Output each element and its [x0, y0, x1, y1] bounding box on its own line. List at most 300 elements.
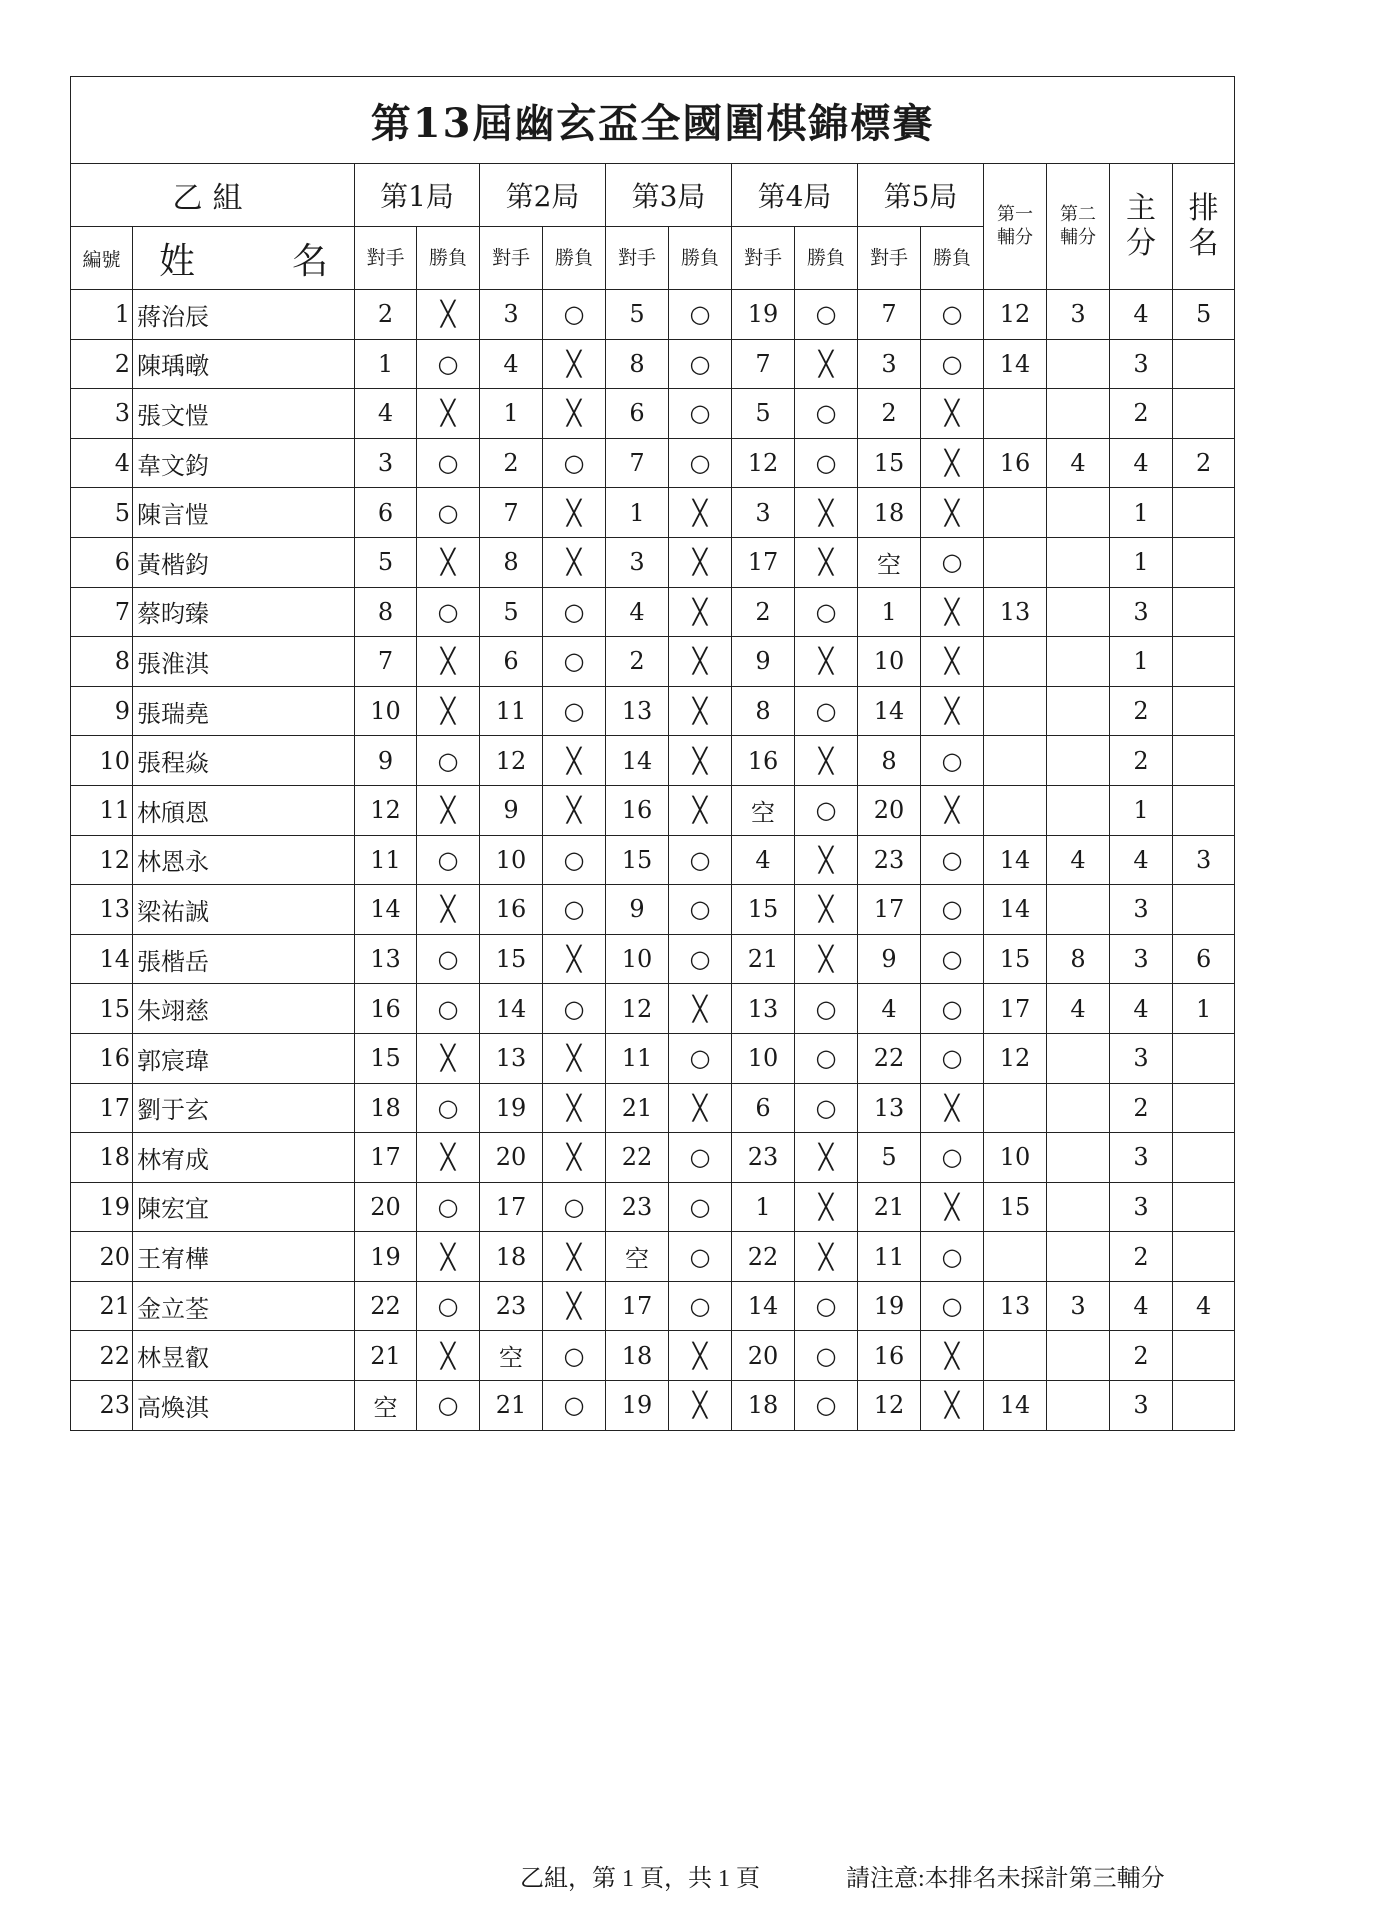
- round-1-result: ○: [417, 835, 480, 885]
- round-4-opponent-header: 對手: [732, 227, 795, 290]
- player-number: 11: [71, 785, 133, 835]
- round-2-opponent: 17: [480, 1182, 543, 1232]
- round-5-opponent: 17: [858, 885, 921, 935]
- round-2-opponent: 10: [480, 835, 543, 885]
- round-1-result: ╳: [417, 1133, 480, 1183]
- player-row: [71, 537, 1235, 587]
- player-name: 林頎恩: [133, 785, 355, 835]
- round-3-opponent: 21: [606, 1083, 669, 1133]
- round-2-opponent: 13: [480, 1033, 543, 1083]
- round-5-result: ╳: [921, 686, 984, 736]
- player-row: [71, 637, 1235, 687]
- round-1-result: ╳: [417, 537, 480, 587]
- round-4-result: ○: [795, 686, 858, 736]
- round-2-result: ○: [543, 290, 606, 340]
- round-4-opponent: 22: [732, 1232, 795, 1282]
- round-4-result: ╳: [795, 637, 858, 687]
- main-score-value: 1: [1110, 785, 1173, 835]
- round-1-opponent: 7: [355, 637, 417, 687]
- round-4-result: ╳: [795, 537, 858, 587]
- round-4-opponent: 10: [732, 1033, 795, 1083]
- round-2-result: ○: [543, 885, 606, 935]
- round-1-opponent: 20: [355, 1182, 417, 1232]
- round-1-result: ╳: [417, 637, 480, 687]
- rank-value: [1173, 1331, 1235, 1381]
- round-3-header: 第3局: [606, 164, 732, 227]
- round-5-result: ○: [921, 984, 984, 1034]
- round-4-opponent: 19: [732, 290, 795, 340]
- round-1-result: ╳: [417, 785, 480, 835]
- tiebreak1-value: 12: [984, 290, 1047, 340]
- tiebreak2-value: [1047, 885, 1110, 935]
- player-row: [71, 1182, 1235, 1232]
- round-3-result: ○: [669, 1182, 732, 1232]
- player-number: 15: [71, 984, 133, 1034]
- tiebreak1-value: [984, 389, 1047, 439]
- round-1-opponent: 8: [355, 587, 417, 637]
- round-1-result: ○: [417, 339, 480, 389]
- player-name: 陳宏宜: [133, 1182, 355, 1232]
- round-2-result: ╳: [543, 488, 606, 538]
- tiebreak1-value: [984, 785, 1047, 835]
- main-score-value: 4: [1110, 438, 1173, 488]
- round-4-result: ╳: [795, 488, 858, 538]
- round-5-result: ╳: [921, 488, 984, 538]
- round-3-opponent: 16: [606, 785, 669, 835]
- round-1-opponent: 9: [355, 736, 417, 786]
- round-4-opponent: 5: [732, 389, 795, 439]
- round-5-header: 第5局: [858, 164, 984, 227]
- round-5-opponent: 4: [858, 984, 921, 1034]
- player-number: 19: [71, 1182, 133, 1232]
- tiebreak2-value: [1047, 1083, 1110, 1133]
- tiebreak1-value: [984, 1083, 1047, 1133]
- player-number: 17: [71, 1083, 133, 1133]
- player-name: 郭宸瑋: [133, 1033, 355, 1083]
- player-name: 張瑞堯: [133, 686, 355, 736]
- round-3-opponent: 空: [606, 1232, 669, 1282]
- round-1-result: ○: [417, 934, 480, 984]
- round-4-result: ○: [795, 290, 858, 340]
- round-5-result: ╳: [921, 1083, 984, 1133]
- player-name: 梁祐誠: [133, 885, 355, 935]
- rank-value: 2: [1173, 438, 1235, 488]
- round-3-opponent: 3: [606, 537, 669, 587]
- round-4-opponent: 1: [732, 1182, 795, 1232]
- main-score-value: 1: [1110, 537, 1173, 587]
- round-3-result: ○: [669, 1133, 732, 1183]
- tiebreak1-value: 13: [984, 1281, 1047, 1331]
- round-4-result: ○: [795, 1281, 858, 1331]
- main-score-value: 1: [1110, 637, 1173, 687]
- tiebreak2-value: [1047, 488, 1110, 538]
- round-2-result: ╳: [543, 736, 606, 786]
- round-3-opponent: 5: [606, 290, 669, 340]
- round-5-result: ○: [921, 934, 984, 984]
- round-1-result: ○: [417, 1083, 480, 1133]
- round-3-opponent: 8: [606, 339, 669, 389]
- round-3-opponent: 10: [606, 934, 669, 984]
- round-3-opponent: 4: [606, 587, 669, 637]
- player-number: 18: [71, 1133, 133, 1183]
- round-4-result: ○: [795, 1381, 858, 1431]
- round-1-result: ○: [417, 736, 480, 786]
- round-4-result: ╳: [795, 1182, 858, 1232]
- tiebreak1-value: 10: [984, 1133, 1047, 1183]
- round-4-result: ○: [795, 389, 858, 439]
- round-1-opponent-header: 對手: [355, 227, 417, 290]
- round-5-opponent: 13: [858, 1083, 921, 1133]
- player-row: [71, 1281, 1235, 1331]
- player-name: 蔡昀臻: [133, 587, 355, 637]
- round-2-result-header: 勝負: [543, 227, 606, 290]
- round-2-opponent: 1: [480, 389, 543, 439]
- rank-value: [1173, 1033, 1235, 1083]
- round-1-opponent: 空: [355, 1381, 417, 1431]
- rank-header: 排 名: [1173, 164, 1235, 290]
- player-number: 1: [71, 290, 133, 340]
- round-3-opponent: 12: [606, 984, 669, 1034]
- round-2-result: ○: [543, 835, 606, 885]
- round-3-opponent: 19: [606, 1381, 669, 1431]
- tiebreak1-value: 14: [984, 885, 1047, 935]
- rank-value: [1173, 389, 1235, 439]
- round-1-result: ╳: [417, 686, 480, 736]
- main-score-value: 1: [1110, 488, 1173, 538]
- round-3-opponent: 15: [606, 835, 669, 885]
- tiebreak2-value: [1047, 587, 1110, 637]
- player-number: 7: [71, 587, 133, 637]
- player-name: 陳言愷: [133, 488, 355, 538]
- round-2-result: ○: [543, 1331, 606, 1381]
- round-3-result: ○: [669, 1033, 732, 1083]
- round-2-opponent: 2: [480, 438, 543, 488]
- round-1-opponent: 3: [355, 438, 417, 488]
- round-5-opponent: 9: [858, 934, 921, 984]
- rank-value: [1173, 587, 1235, 637]
- round-3-result: ╳: [669, 537, 732, 587]
- player-row: [71, 438, 1235, 488]
- round-3-opponent: 17: [606, 1281, 669, 1331]
- round-3-result: ╳: [669, 587, 732, 637]
- round-4-opponent: 16: [732, 736, 795, 786]
- tiebreak1-value: [984, 537, 1047, 587]
- player-row: [71, 1381, 1235, 1431]
- tiebreak2-value: 3: [1047, 290, 1110, 340]
- name-header-given: 名: [291, 240, 328, 282]
- round-4-result: ○: [795, 1331, 858, 1381]
- tiebreak1-value: [984, 637, 1047, 687]
- round-4-opponent: 12: [732, 438, 795, 488]
- round-4-result: ○: [795, 1083, 858, 1133]
- round-3-result: ○: [669, 339, 732, 389]
- round-4-result: ╳: [795, 1133, 858, 1183]
- round-2-opponent: 4: [480, 339, 543, 389]
- player-row: [71, 934, 1235, 984]
- tiebreak2-value: [1047, 1232, 1110, 1282]
- round-2-opponent: 14: [480, 984, 543, 1034]
- round-1-opponent: 19: [355, 1232, 417, 1282]
- round-5-opponent: 18: [858, 488, 921, 538]
- player-number: 5: [71, 488, 133, 538]
- round-1-opponent: 5: [355, 537, 417, 587]
- round-5-opponent: 14: [858, 686, 921, 736]
- round-2-opponent: 5: [480, 587, 543, 637]
- player-name: 劉于玄: [133, 1083, 355, 1133]
- round-3-result: ╳: [669, 785, 732, 835]
- round-3-opponent: 6: [606, 389, 669, 439]
- round-5-result: ╳: [921, 1182, 984, 1232]
- round-4-result: ○: [795, 438, 858, 488]
- tiebreak2-value: [1047, 686, 1110, 736]
- tiebreak2-value: [1047, 1182, 1110, 1232]
- rank-value: [1173, 736, 1235, 786]
- tiebreak1-value: 14: [984, 835, 1047, 885]
- round-1-opponent: 18: [355, 1083, 417, 1133]
- round-2-result: ○: [543, 438, 606, 488]
- round-3-opponent-header: 對手: [606, 227, 669, 290]
- player-name: 張文愷: [133, 389, 355, 439]
- tiebreak1-value: [984, 736, 1047, 786]
- round-1-result: ○: [417, 488, 480, 538]
- player-number: 22: [71, 1331, 133, 1381]
- round-5-result: ╳: [921, 1331, 984, 1381]
- round-5-opponent-header: 對手: [858, 227, 921, 290]
- round-5-result: ○: [921, 835, 984, 885]
- round-2-result: ╳: [543, 389, 606, 439]
- round-3-result: ╳: [669, 686, 732, 736]
- tiebreak1-value: 14: [984, 1381, 1047, 1431]
- player-row: [71, 1133, 1235, 1183]
- player-row: [71, 389, 1235, 439]
- round-1-header: 第1局: [355, 164, 480, 227]
- rank-value: [1173, 537, 1235, 587]
- rank-value: [1173, 1232, 1235, 1282]
- round-4-opponent: 3: [732, 488, 795, 538]
- round-4-result: ╳: [795, 934, 858, 984]
- player-row: [71, 686, 1235, 736]
- round-5-result: ╳: [921, 785, 984, 835]
- round-3-opponent: 22: [606, 1133, 669, 1183]
- round-3-result: ○: [669, 934, 732, 984]
- round-5-result: ○: [921, 537, 984, 587]
- round-5-opponent: 3: [858, 339, 921, 389]
- tiebreak2-value: [1047, 389, 1110, 439]
- tiebreak1-value: [984, 686, 1047, 736]
- round-2-result: ╳: [543, 339, 606, 389]
- round-4-result: ○: [795, 785, 858, 835]
- round-4-result: ○: [795, 1033, 858, 1083]
- player-number: 6: [71, 537, 133, 587]
- round-2-opponent: 20: [480, 1133, 543, 1183]
- tiebreak1-value: 15: [984, 1182, 1047, 1232]
- player-row: [71, 488, 1235, 538]
- player-name: 張楷岳: [133, 934, 355, 984]
- round-2-result: ╳: [543, 1083, 606, 1133]
- player-name: 林宥成: [133, 1133, 355, 1183]
- tiebreak1-value: [984, 488, 1047, 538]
- tiebreak2-value: [1047, 736, 1110, 786]
- round-1-result-header: 勝負: [417, 227, 480, 290]
- round-3-result: ○: [669, 835, 732, 885]
- round-1-opponent: 1: [355, 339, 417, 389]
- tiebreak2-value: 4: [1047, 438, 1110, 488]
- round-3-opponent: 2: [606, 637, 669, 687]
- main-score-value: 3: [1110, 934, 1173, 984]
- player-number: 13: [71, 885, 133, 935]
- main-score-value: 3: [1110, 885, 1173, 935]
- document-title: 第13屆幽玄盃全國圍棋錦標賽: [71, 77, 1235, 164]
- rank-value: [1173, 1083, 1235, 1133]
- tiebreak2-value: [1047, 1033, 1110, 1083]
- round-1-result: ○: [417, 1182, 480, 1232]
- main-score-value: 4: [1110, 290, 1173, 340]
- rank-value: [1173, 1133, 1235, 1183]
- round-4-opponent: 9: [732, 637, 795, 687]
- player-number: 20: [71, 1232, 133, 1282]
- main-score-value: 3: [1110, 339, 1173, 389]
- main-score-value: 4: [1110, 1281, 1173, 1331]
- round-2-result: ╳: [543, 1133, 606, 1183]
- round-2-opponent: 7: [480, 488, 543, 538]
- round-3-result: ○: [669, 1232, 732, 1282]
- round-1-result: ╳: [417, 1331, 480, 1381]
- round-3-result: ╳: [669, 984, 732, 1034]
- round-5-opponent: 22: [858, 1033, 921, 1083]
- round-1-opponent: 22: [355, 1281, 417, 1331]
- round-2-result: ○: [543, 984, 606, 1034]
- round-5-result: ╳: [921, 637, 984, 687]
- tiebreak1-value: 14: [984, 339, 1047, 389]
- round-3-opponent: 13: [606, 686, 669, 736]
- tiebreak1-value: 17: [984, 984, 1047, 1034]
- player-row: [71, 785, 1235, 835]
- round-5-result: ○: [921, 1133, 984, 1183]
- round-4-result: ○: [795, 587, 858, 637]
- main-score-value: 2: [1110, 1331, 1173, 1381]
- player-name: 林昱叡: [133, 1331, 355, 1381]
- round-2-opponent: 8: [480, 537, 543, 587]
- player-number: 23: [71, 1381, 133, 1431]
- round-2-header: 第2局: [480, 164, 606, 227]
- round-3-result-header: 勝負: [669, 227, 732, 290]
- round-1-opponent: 21: [355, 1331, 417, 1381]
- round-3-result: ○: [669, 438, 732, 488]
- rank-value: [1173, 488, 1235, 538]
- tiebreak1-value: 16: [984, 438, 1047, 488]
- player-name: 蔣治辰: [133, 290, 355, 340]
- round-1-result: ╳: [417, 290, 480, 340]
- round-5-result: ○: [921, 339, 984, 389]
- round-4-result-header: 勝負: [795, 227, 858, 290]
- main-score-value: 3: [1110, 1033, 1173, 1083]
- rank-value: 5: [1173, 290, 1235, 340]
- round-3-result: ○: [669, 885, 732, 935]
- round-1-result: ╳: [417, 885, 480, 935]
- round-5-opponent: 2: [858, 389, 921, 439]
- round-2-result: ○: [543, 1182, 606, 1232]
- rank-value: [1173, 686, 1235, 736]
- round-4-opponent: 18: [732, 1381, 795, 1431]
- round-2-opponent: 3: [480, 290, 543, 340]
- player-number: 21: [71, 1281, 133, 1331]
- round-1-opponent: 4: [355, 389, 417, 439]
- tiebreak1-value: 12: [984, 1033, 1047, 1083]
- rank-value: 4: [1173, 1281, 1235, 1331]
- round-5-result: ○: [921, 1232, 984, 1282]
- round-3-opponent: 14: [606, 736, 669, 786]
- round-2-opponent: 空: [480, 1331, 543, 1381]
- tiebreak1-value: 13: [984, 587, 1047, 637]
- player-row: [71, 736, 1235, 786]
- main-score-value: 3: [1110, 587, 1173, 637]
- footer-page-info: 乙組，第 1 頁，共 1 頁: [520, 1866, 760, 1892]
- player-name: 張程焱: [133, 736, 355, 786]
- tiebreak2-value: [1047, 637, 1110, 687]
- round-3-result: ╳: [669, 488, 732, 538]
- round-1-result: ╳: [417, 389, 480, 439]
- player-row: [71, 1232, 1235, 1282]
- main-score-value: 3: [1110, 1182, 1173, 1232]
- round-4-opponent: 13: [732, 984, 795, 1034]
- round-4-result: ╳: [795, 339, 858, 389]
- main-score-value: 2: [1110, 389, 1173, 439]
- round-1-result: ╳: [417, 1232, 480, 1282]
- round-2-opponent: 16: [480, 885, 543, 935]
- tiebreak2-value: 4: [1047, 984, 1110, 1034]
- rank-value: 6: [1173, 934, 1235, 984]
- round-2-opponent-header: 對手: [480, 227, 543, 290]
- round-1-opponent: 14: [355, 885, 417, 935]
- round-4-opponent: 17: [732, 537, 795, 587]
- player-name: 王宥樺: [133, 1232, 355, 1282]
- rank-value: [1173, 1182, 1235, 1232]
- round-4-opponent: 15: [732, 885, 795, 935]
- main-score-value: 2: [1110, 686, 1173, 736]
- round-4-result: ╳: [795, 1232, 858, 1282]
- player-name: 朱翊慈: [133, 984, 355, 1034]
- round-2-result: ╳: [543, 1232, 606, 1282]
- player-row: [71, 339, 1235, 389]
- player-number: 3: [71, 389, 133, 439]
- player-name: 張淮淇: [133, 637, 355, 687]
- tiebreak2-value: 3: [1047, 1281, 1110, 1331]
- round-1-opponent: 11: [355, 835, 417, 885]
- round-4-result: ○: [795, 984, 858, 1034]
- rank-value: 3: [1173, 835, 1235, 885]
- round-1-result: ○: [417, 984, 480, 1034]
- main-score-value: 4: [1110, 984, 1173, 1034]
- footer-note: 請注意:本排名未採計第三輔分: [846, 1866, 1165, 1892]
- player-number: 14: [71, 934, 133, 984]
- player-number: 8: [71, 637, 133, 687]
- tiebreak2-header: 第二 輔分: [1047, 164, 1110, 290]
- main-score-value: 4: [1110, 835, 1173, 885]
- rank-value: [1173, 785, 1235, 835]
- name-header: [133, 227, 355, 290]
- rank-value: [1173, 885, 1235, 935]
- name-header-surname: 姓: [159, 240, 196, 282]
- round-2-result: ╳: [543, 1281, 606, 1331]
- tiebreak2-value: [1047, 1381, 1110, 1431]
- round-5-opponent: 空: [858, 537, 921, 587]
- round-2-opponent: 23: [480, 1281, 543, 1331]
- round-5-opponent: 16: [858, 1331, 921, 1381]
- round-2-result: ○: [543, 587, 606, 637]
- round-5-result: ○: [921, 885, 984, 935]
- round-5-opponent: 8: [858, 736, 921, 786]
- player-name: 高煥淇: [133, 1381, 355, 1431]
